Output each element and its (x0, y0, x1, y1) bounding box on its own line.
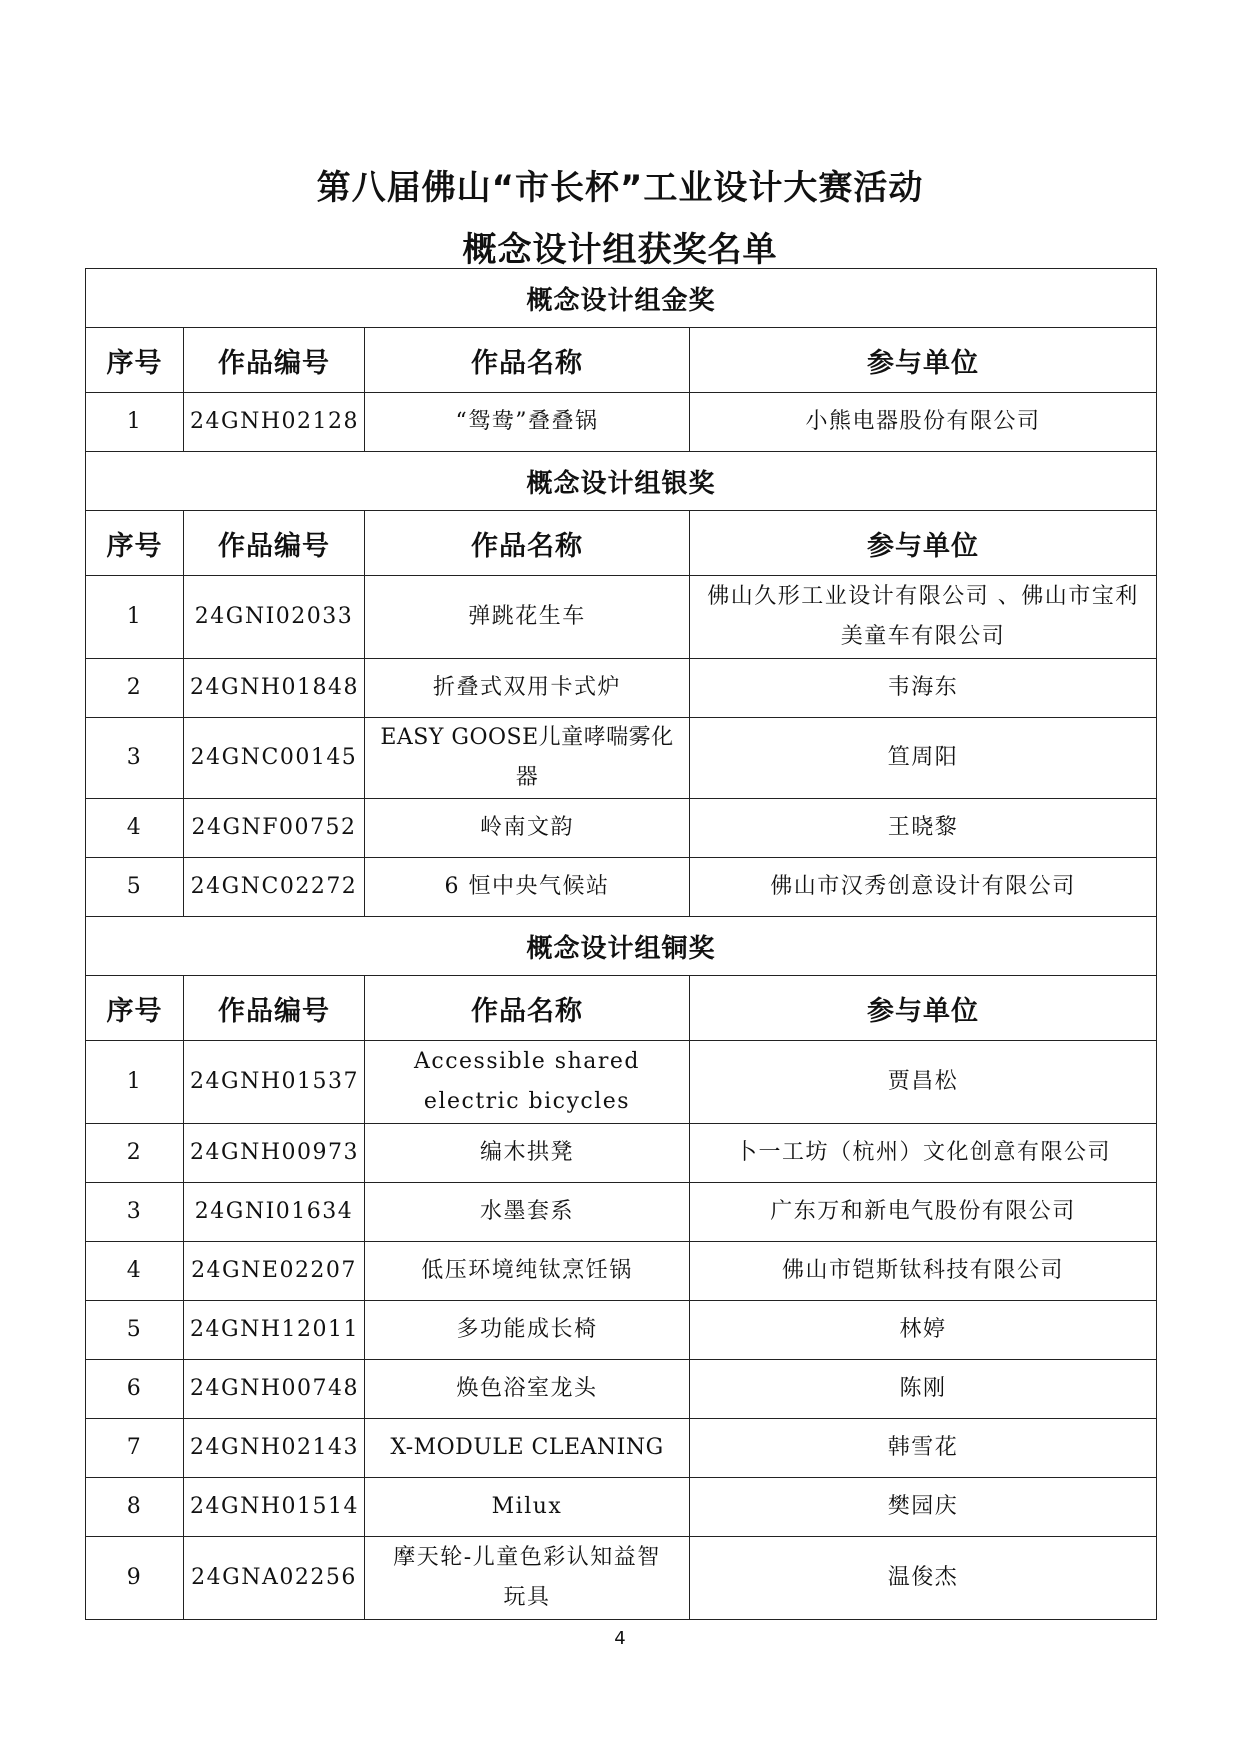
section-title-gold: 概念设计组金奖 (86, 269, 1157, 328)
cell-unit: 陈刚 (690, 1360, 1157, 1419)
page-title: 第八届佛山“市长杯”工业设计大赛活动 (316, 168, 924, 208)
cell-unit: 小熊电器股份有限公司 (690, 393, 1157, 452)
cell-code: 24GNH01514 (184, 1478, 365, 1537)
cell-no: 7 (86, 1419, 184, 1478)
cell-name: 折叠式双用卡式炉 (365, 659, 690, 718)
table-row (86, 1301, 1157, 1360)
cell-code: 24GNH02128 (184, 393, 365, 452)
cell-no: 5 (86, 1301, 184, 1360)
cell-unit: 笪周阳 (690, 718, 1157, 799)
cell-name: “鸳鸯”叠叠锅 (365, 393, 690, 452)
table-row (86, 1419, 1157, 1478)
header-no: 序号 (86, 328, 184, 393)
header-no: 序号 (86, 511, 184, 576)
cell-code: 24GNH00973 (184, 1124, 365, 1183)
table-row (86, 1041, 1157, 1124)
cell-code: 24GNI02033 (184, 576, 365, 659)
cell-no: 4 (86, 799, 184, 858)
table-row (86, 1360, 1157, 1419)
header-code: 作品编号 (184, 511, 365, 576)
header-unit: 参与单位 (690, 511, 1157, 576)
cell-name: 摩天轮-儿童色彩认知益智玩具 (365, 1537, 690, 1620)
cell-unit: 佛山市汉秀创意设计有限公司 (690, 858, 1157, 917)
table-row (86, 718, 1157, 799)
cell-unit: 佛山久形工业设计有限公司 、佛山市宝利美童车有限公司 (690, 576, 1157, 659)
cell-unit: 广东万和新电气股份有限公司 (690, 1183, 1157, 1242)
header-code: 作品编号 (184, 328, 365, 393)
table-row (86, 1124, 1157, 1183)
cell-unit: 佛山市铠斯钛科技有限公司 (690, 1242, 1157, 1301)
cell-no: 5 (86, 858, 184, 917)
cell-no: 1 (86, 576, 184, 659)
header-no: 序号 (86, 976, 184, 1041)
cell-no: 1 (86, 393, 184, 452)
table-row (86, 659, 1157, 718)
header-unit: 参与单位 (690, 976, 1157, 1041)
header-code: 作品编号 (184, 976, 365, 1041)
cell-name: Accessible shared electric bicycles (365, 1041, 690, 1124)
header-unit: 参与单位 (690, 328, 1157, 393)
header-name: 作品名称 (365, 328, 690, 393)
header-name: 作品名称 (365, 976, 690, 1041)
cell-unit: 林婷 (690, 1301, 1157, 1360)
table-row (86, 576, 1157, 659)
award-table (85, 268, 1157, 1620)
cell-unit: 韦海东 (690, 659, 1157, 718)
cell-code: 24GNE02207 (184, 1242, 365, 1301)
section-title-bronze: 概念设计组铜奖 (86, 917, 1157, 976)
table-row (86, 799, 1157, 858)
cell-no: 2 (86, 659, 184, 718)
cell-no: 3 (86, 1183, 184, 1242)
cell-unit: 温俊杰 (690, 1537, 1157, 1620)
cell-code: 24GNH12011 (184, 1301, 365, 1360)
page-subtitle: 概念设计组获奖名单 (462, 230, 778, 270)
cell-name: 弹跳花生车 (365, 576, 690, 659)
cell-code: 24GNH02143 (184, 1419, 365, 1478)
table-row (86, 858, 1157, 917)
cell-name: 水墨套系 (365, 1183, 690, 1242)
cell-code: 24GNI01634 (184, 1183, 365, 1242)
cell-name: 低压环境纯钛烹饪锅 (365, 1242, 690, 1301)
cell-name: X-MODULE CLEANING (365, 1419, 690, 1478)
header-name: 作品名称 (365, 511, 690, 576)
cell-no: 3 (86, 718, 184, 799)
cell-no: 2 (86, 1124, 184, 1183)
cell-name: 6 恒中央气候站 (365, 858, 690, 917)
cell-no: 1 (86, 1041, 184, 1124)
cell-name: EASY GOOSE儿童哮喘雾化器 (365, 718, 690, 799)
cell-code: 24GNC02272 (184, 858, 365, 917)
cell-unit: 王晓黎 (690, 799, 1157, 858)
cell-name: 焕色浴室龙头 (365, 1360, 690, 1419)
table-row (86, 393, 1157, 452)
cell-unit: 贾昌松 (690, 1041, 1157, 1124)
table-row (86, 1242, 1157, 1301)
cell-name: 岭南文韵 (365, 799, 690, 858)
cell-no: 6 (86, 1360, 184, 1419)
page-number: 4 (614, 1628, 626, 1649)
table-row (86, 1183, 1157, 1242)
cell-code: 24GNF00752 (184, 799, 365, 858)
cell-unit: 卜一工坊（杭州）文化创意有限公司 (690, 1124, 1157, 1183)
cell-code: 24GNH01848 (184, 659, 365, 718)
cell-code: 24GNA02256 (184, 1537, 365, 1620)
cell-name: 编木拱凳 (365, 1124, 690, 1183)
table-row (86, 1537, 1157, 1620)
cell-name: Milux (365, 1478, 690, 1537)
cell-code: 24GNH00748 (184, 1360, 365, 1419)
table-row (86, 1478, 1157, 1537)
cell-code: 24GNH01537 (184, 1041, 365, 1124)
cell-no: 8 (86, 1478, 184, 1537)
cell-no: 9 (86, 1537, 184, 1620)
section-title-silver: 概念设计组银奖 (86, 452, 1157, 511)
cell-unit: 樊园庆 (690, 1478, 1157, 1537)
cell-unit: 韩雪花 (690, 1419, 1157, 1478)
cell-no: 4 (86, 1242, 184, 1301)
cell-name: 多功能成长椅 (365, 1301, 690, 1360)
cell-code: 24GNC00145 (184, 718, 365, 799)
